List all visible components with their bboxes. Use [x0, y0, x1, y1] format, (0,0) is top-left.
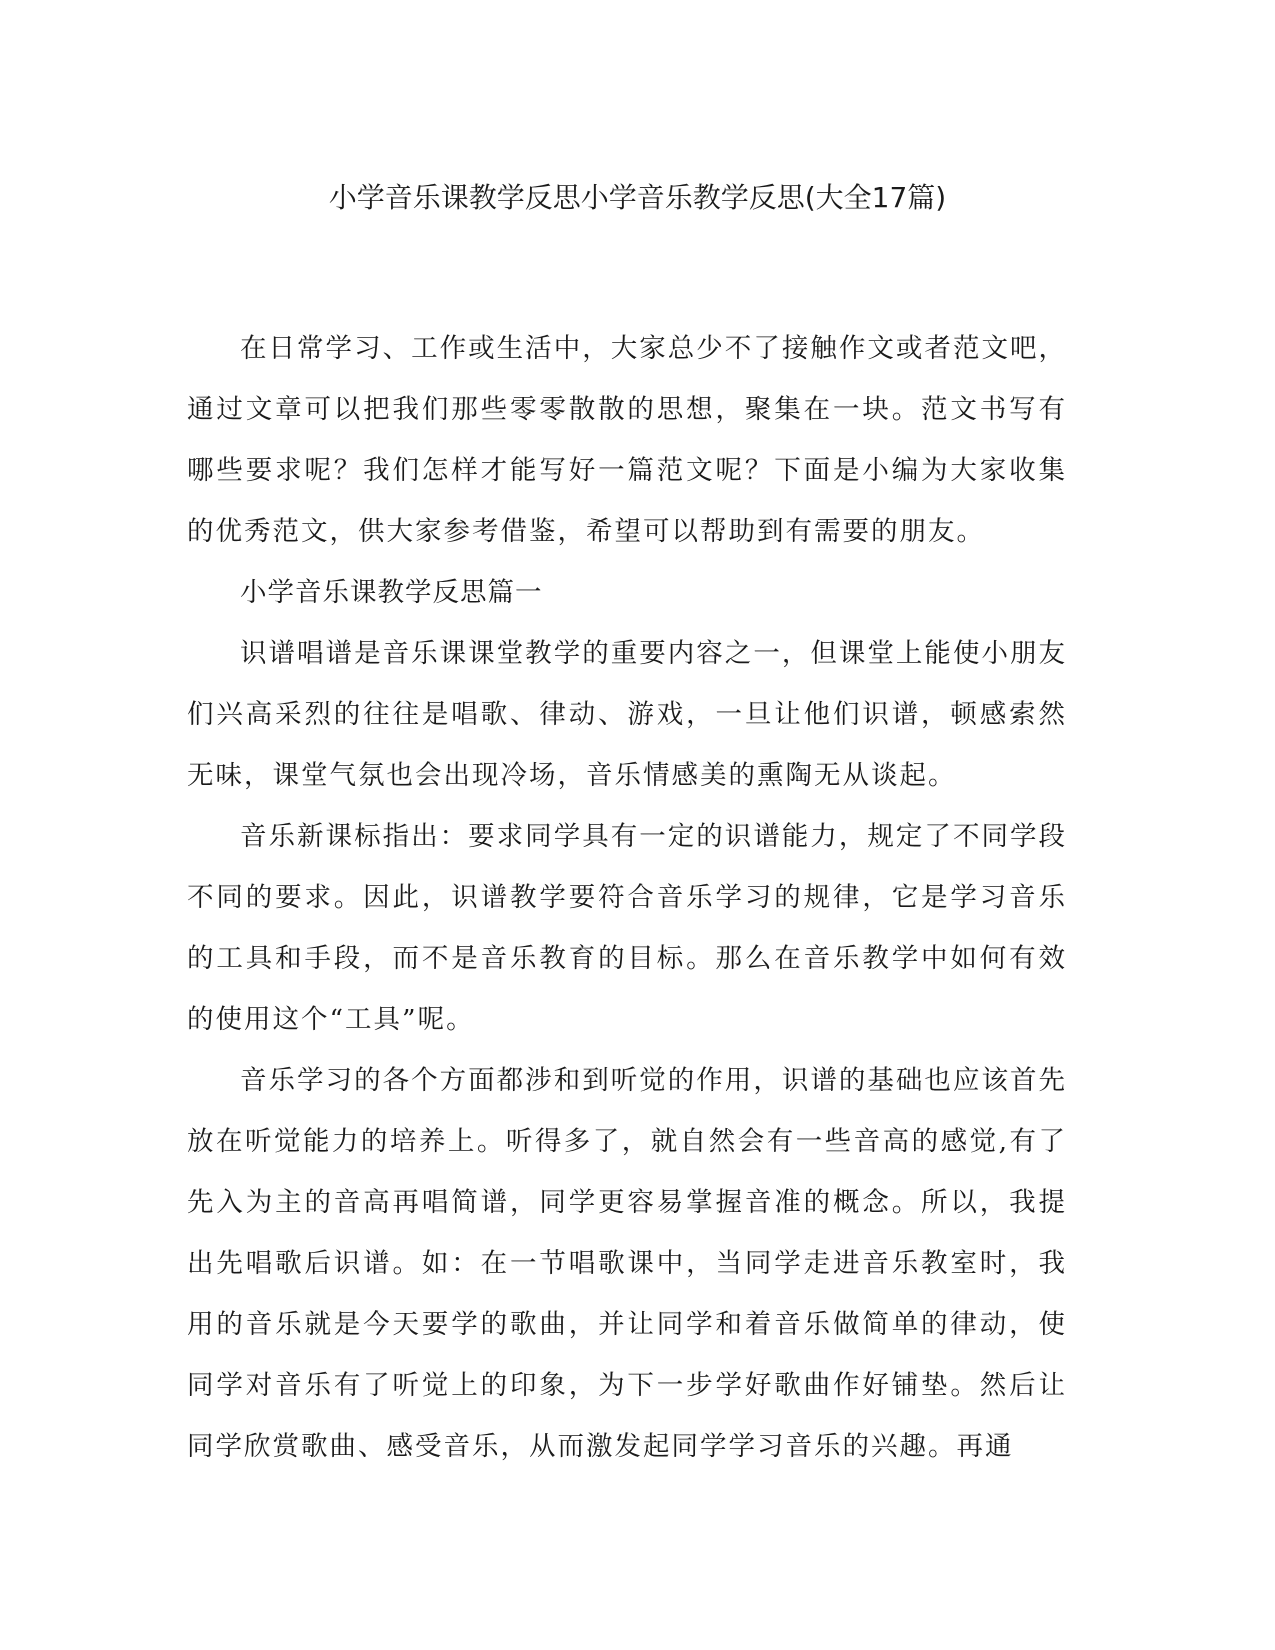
intro-paragraph: 在日常学习、工作或生活中，大家总少不了接触作文或者范文吧，通过文章可以把我们那些零零散散的思想，聚集在一块。范文书写有哪些要求呢？我们怎样才能写好一篇范文呢？下面是小编为大家收集的优秀范文，供大家参考借鉴，希望可以帮助到有需要的朋友。	[187, 333, 1067, 547]
document-title: 小学音乐课教学反思小学音乐教学反思(大全17篇)	[328, 181, 947, 214]
body-paragraph: 音乐新课标指出：要求同学具有一定的识谱能力，规定了不同学段不同的要求。因此，识谱教学要符合音乐学习的规律，它是学习音乐的工具和手段，而不是音乐教育的目标。那么在音乐教学中如何有效的使用这个“工具”呢。	[187, 821, 1067, 1035]
body-paragraph: 音乐学习的各个方面都涉和到听觉的作用，识谱的基础也应该首先放在听觉能力的培养上。听得多了，就自然会有一些音高的感觉,有了先入为主的音高再唱简谱，同学更容易掌握音准的概念。所以，我提出先唱歌后识谱。如：在一节唱歌课中，当同学走进音乐教室时，我用的音乐就是今天要学的歌曲，并让同学和着音乐做简单的律动，使同学对音乐有了听觉上的印象，为下一步学好歌曲作好铺垫。然后让同学欣赏歌曲、感受音乐，从而激发起同学学习音乐的兴趣。再通	[187, 1065, 1067, 1462]
body-paragraph: 识谱唱谱是音乐课课堂教学的重要内容之一，但课堂上能使小朋友们兴高采烈的往往是唱歌、律动、游戏，一旦让他们识谱，顿感索然无味，课堂气氛也会出现冷场，音乐情感美的熏陶无从谈起。	[187, 638, 1067, 791]
section-heading: 小学音乐课教学反思篇一	[240, 577, 543, 608]
document-body	[187, 318, 1067, 1477]
